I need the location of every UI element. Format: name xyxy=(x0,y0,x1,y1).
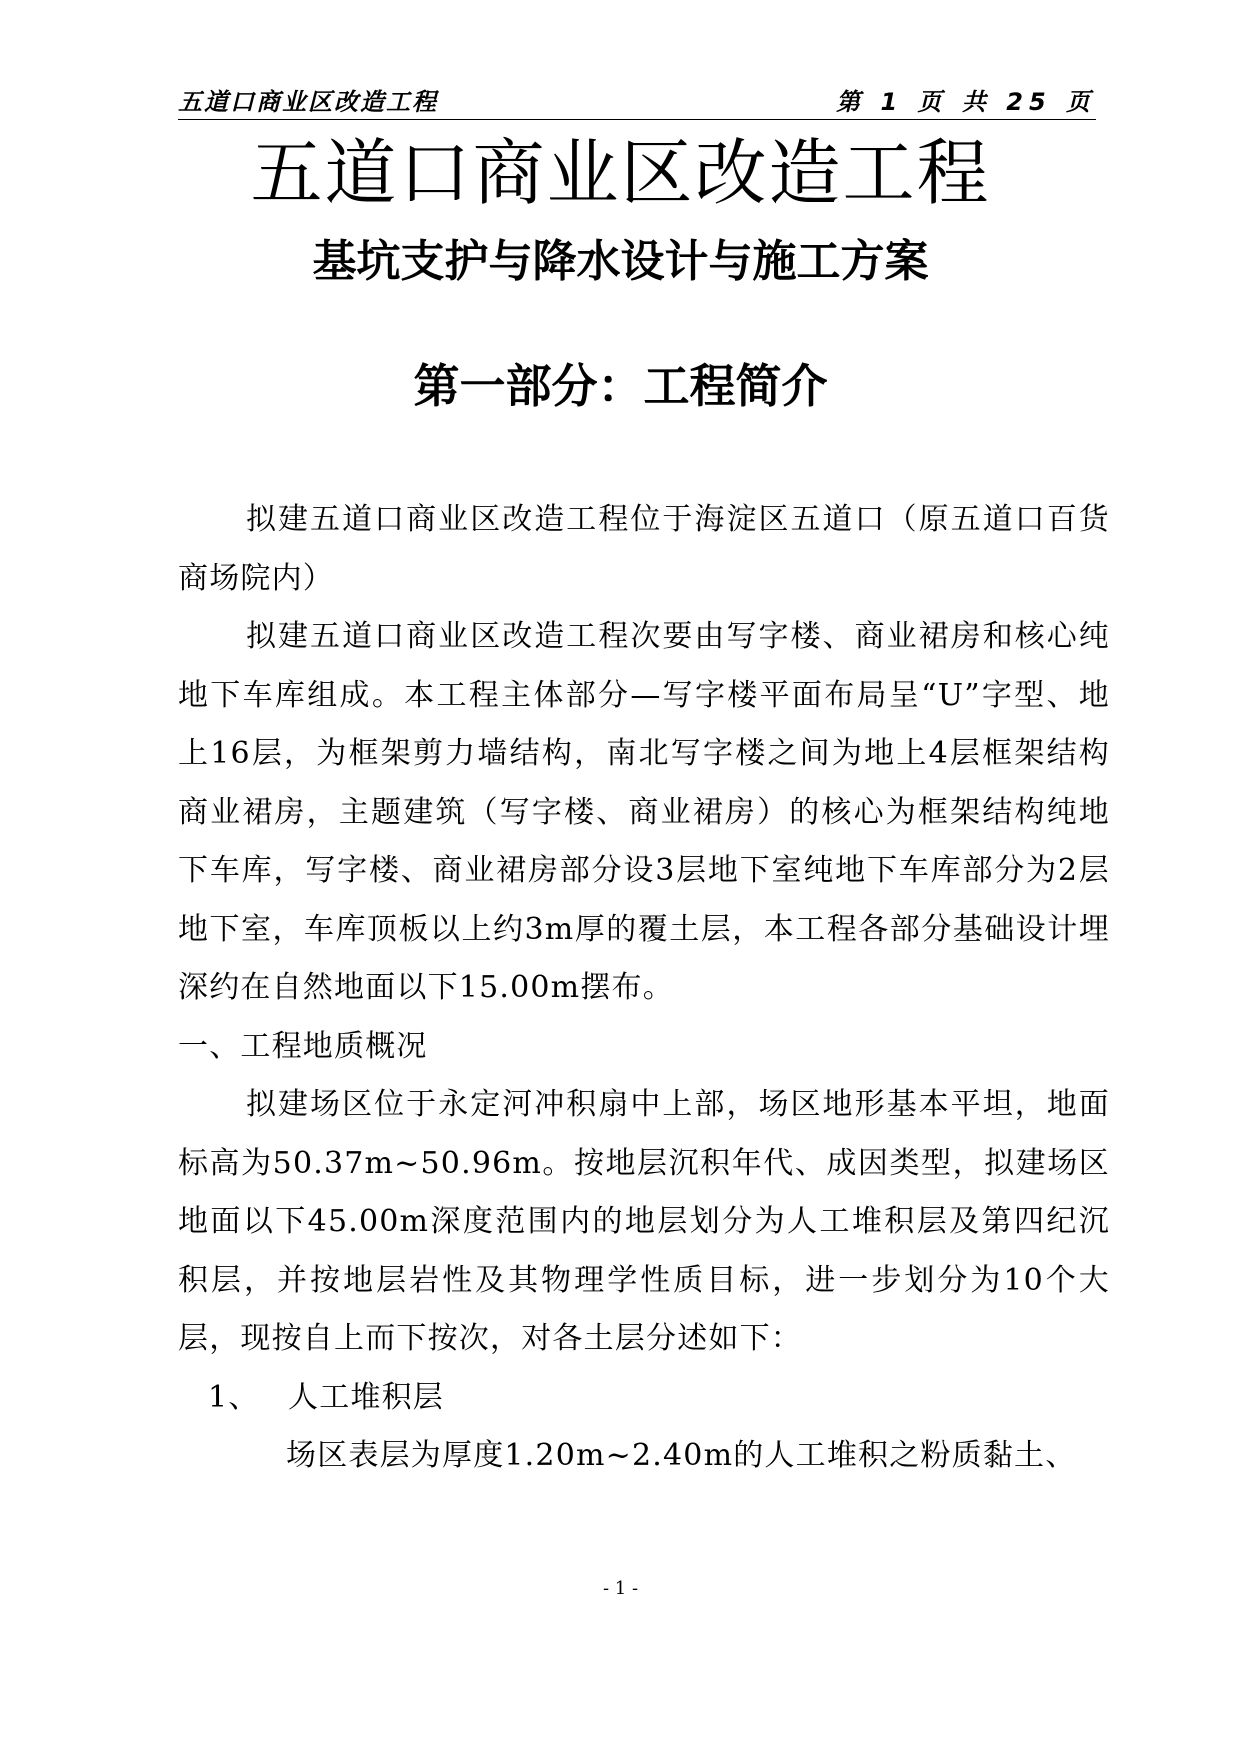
paragraph-location: 拟建五道口商业区改造工程位于海淀区五道口（原五道口百货商场院内） xyxy=(178,502,1110,596)
list-item-title: 人工堆积层 xyxy=(288,1379,444,1415)
document-title: 五道口商业区改造工程 xyxy=(250,131,991,215)
header-project-name: 五道口商业区改造工程 xyxy=(178,88,438,116)
page-footer-number: - 1 - xyxy=(602,1578,639,1599)
section-heading-geology: 一、工程地质概况 xyxy=(178,1028,428,1064)
list-item-number: 1、 xyxy=(208,1379,260,1415)
paragraph-artificial-fill: 场区表层为厚度1.20m~2.40m的人工堆积之粉质黏土、 xyxy=(286,1438,1077,1473)
part-title: 第一部分：工程简介 xyxy=(413,359,828,413)
header-divider xyxy=(178,119,1096,120)
document-subtitle: 基坑支护与降水设计与施工方案 xyxy=(312,236,929,287)
paragraph-geology: 拟建场区位于永定河冲积扇中上部，场区地形基本平坦，地面标高为50.37m~50.96m。按地层沉积年代、成因类型，拟建场区地面以下45.00m深度范围内的地层划分为人工堆积层及第四纪沉积层，并按地层岩性及其物理学性质目标，进一步划分为10个大层，现按自上而下按次，对各土层分述如下： xyxy=(178,1087,1110,1356)
document-body xyxy=(178,491,1110,1486)
paragraph-composition: 拟建五道口商业区改造工程次要由写字楼、商业裙房和核心纯地下车库组成。本工程主体部分—写字楼平面布局呈“U”字型、地上16层，为框架剪力墙结构，南北写字楼之间为地上4层框架结构商业裙房，主题建筑（写字楼、商业裙房）的核心为框架结构纯地下车库，写字楼、商业裙房部分设3层地下室纯地下车库部分为2层地下室，车库顶板以上约3m厚的覆土层，本工程各部分基础设计埋深约在自然地面以下15.00m摆布。 xyxy=(178,619,1110,1005)
list-item-artificial-fill xyxy=(178,1369,1110,1428)
page-header xyxy=(178,86,1096,118)
header-page-indicator: 第 1 页 共 25 页 xyxy=(836,88,1096,116)
